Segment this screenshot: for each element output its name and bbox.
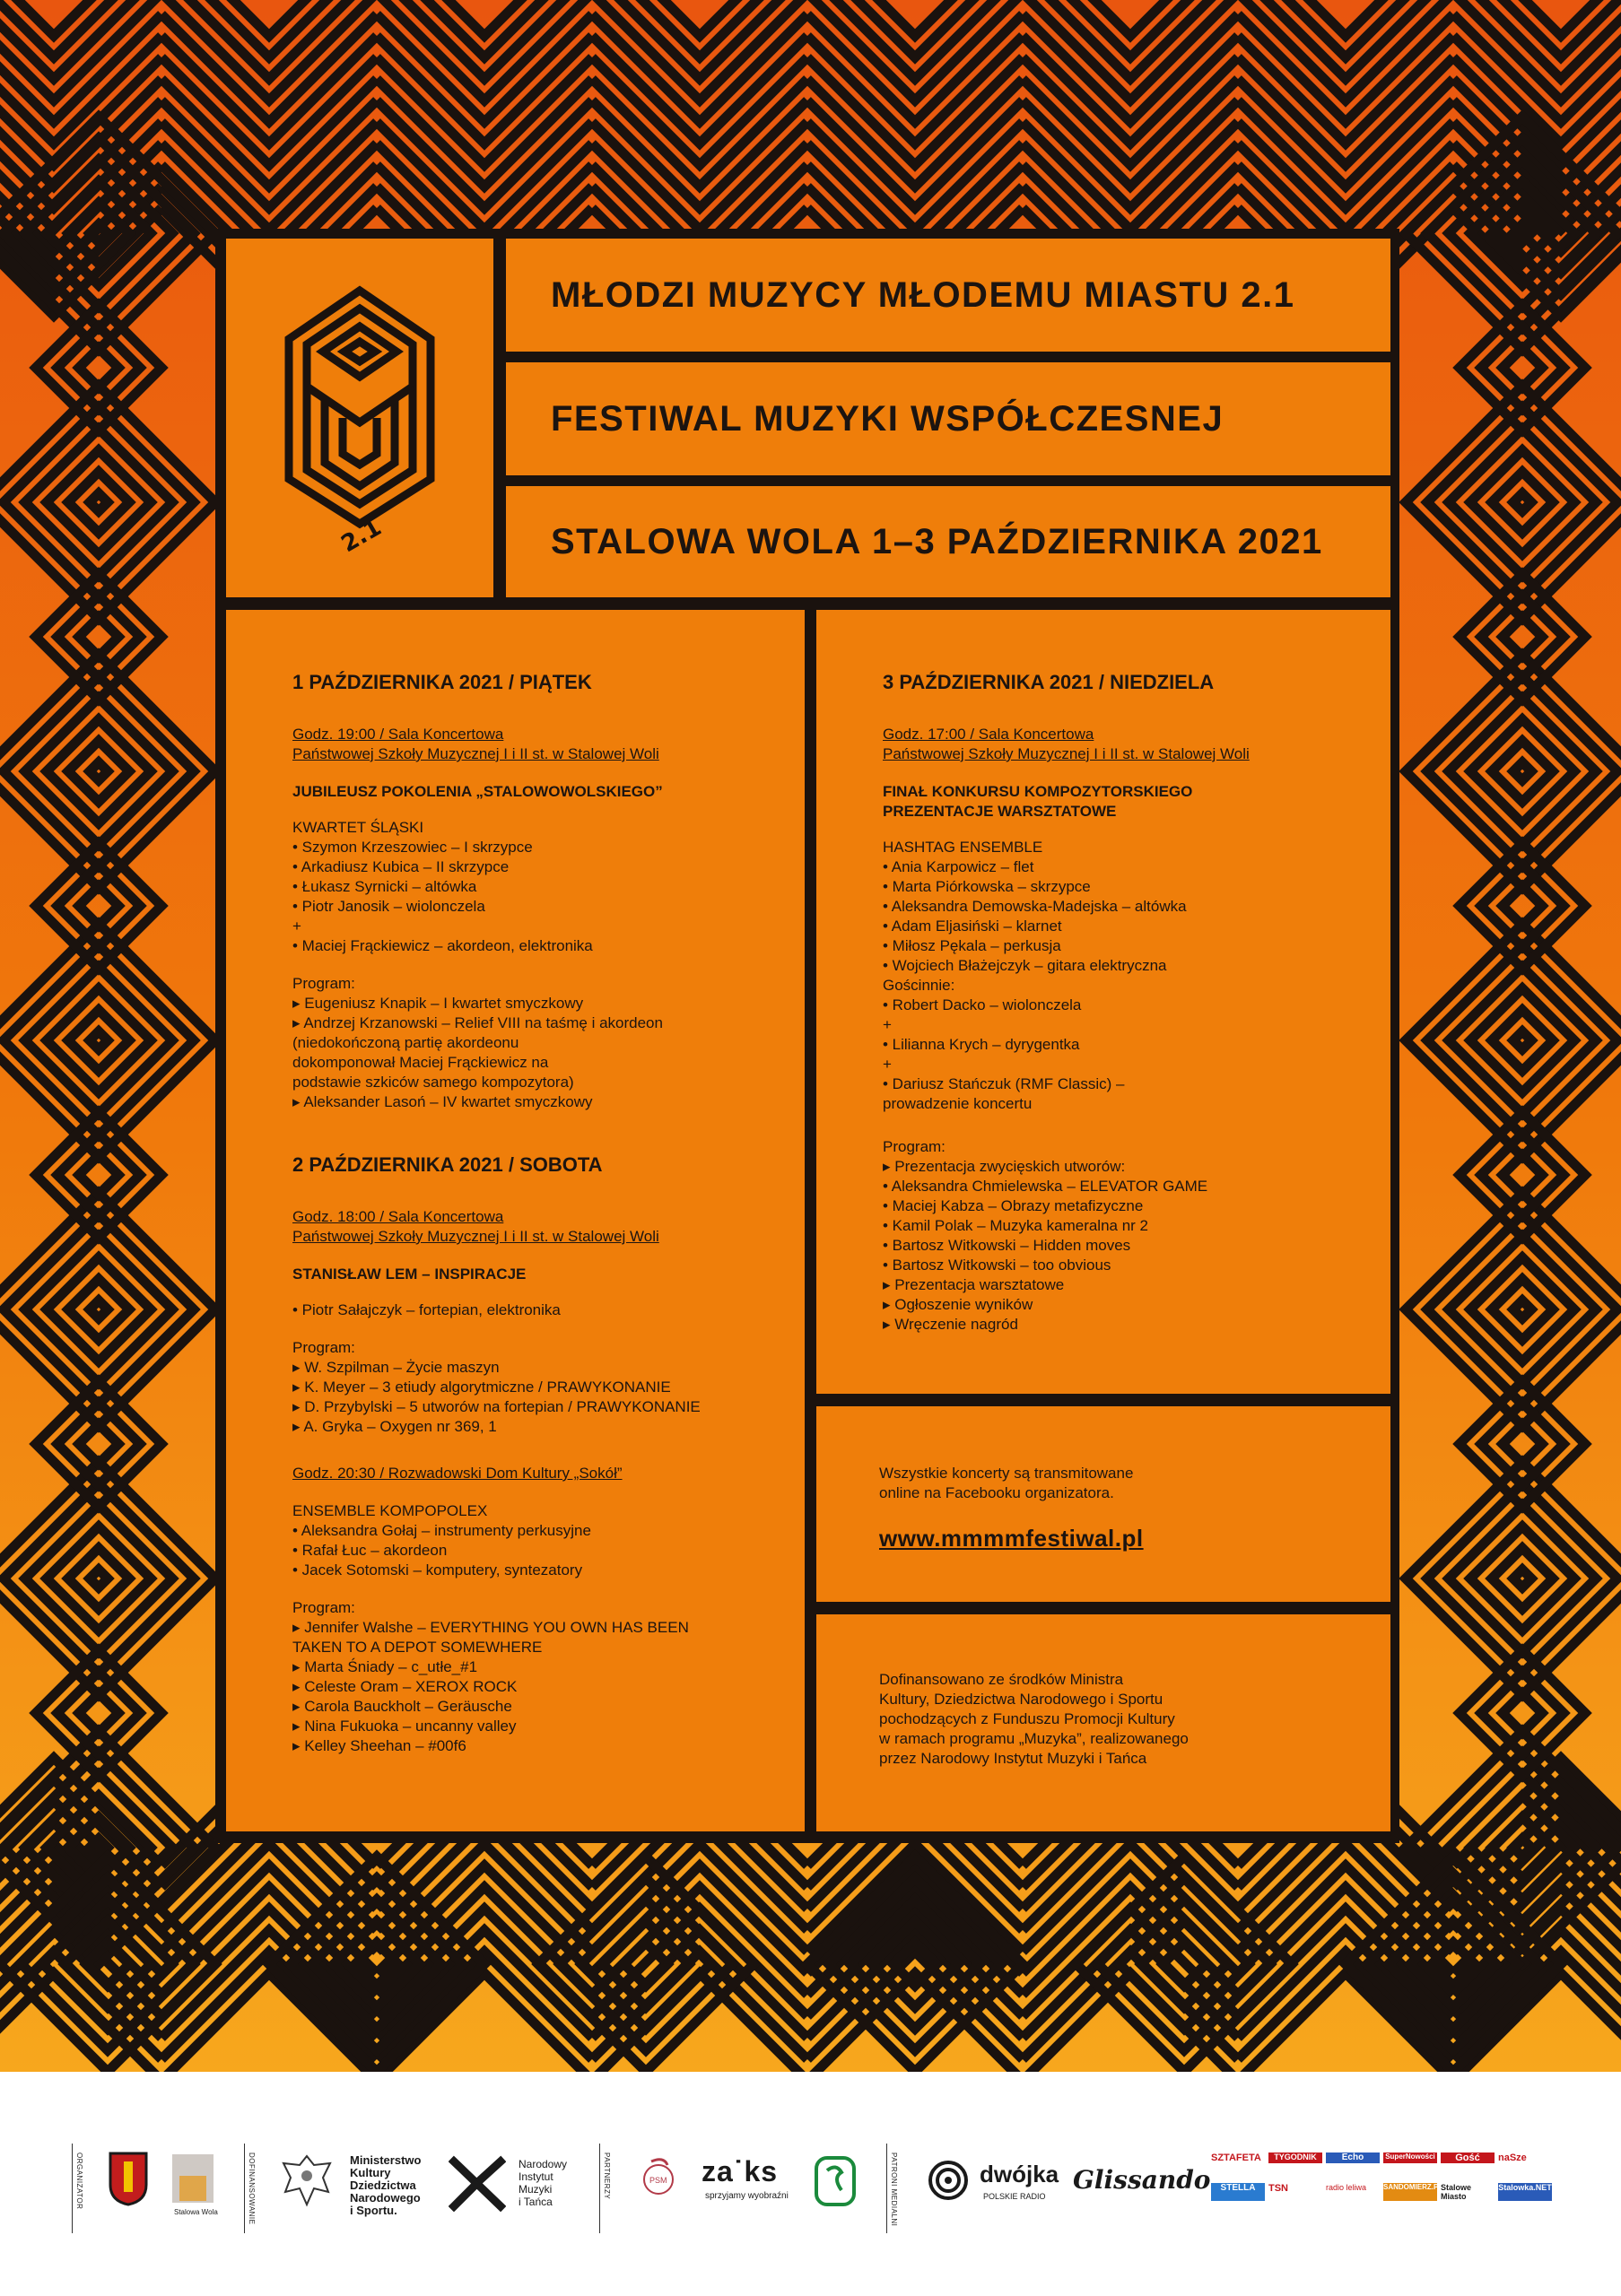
program-line: (niedokończoną partię akordeonu bbox=[292, 1034, 519, 1051]
program-line: ▸ D. Przybylski – 5 utworów na fortepian / PRAWYKONANIE bbox=[292, 1398, 701, 1415]
program-left-column bbox=[226, 610, 805, 1831]
ensemble-line: • Lilianna Krych – dyrygentka bbox=[883, 1036, 1080, 1053]
ensemble-line: • Arkadiusz Kubica – II skrzypce bbox=[292, 858, 510, 875]
ministry-line: Narodowego bbox=[350, 2191, 421, 2205]
program-line: Program: bbox=[292, 1339, 355, 1356]
media-logo: SZTAFETA bbox=[1211, 2152, 1261, 2163]
svg-text:2.1: 2.1 bbox=[336, 514, 387, 559]
dwojka-subtitle: POLSKIE RADIO bbox=[983, 2192, 1046, 2201]
media-logo: TYGODNIK bbox=[1268, 2152, 1322, 2163]
program-line: ▸ K. Meyer – 3 etiudy algorytmiczne / PRAWYKONANIE bbox=[292, 1378, 671, 1396]
ensemble-line: • Wojciech Błażejczyk – gitara elektryczna bbox=[883, 957, 1167, 974]
venue-line: Godz. 19:00 / Sala Koncertowa bbox=[292, 726, 504, 743]
program-line: ▸ Prezentacja zwycięskich utworów: bbox=[883, 1158, 1126, 1175]
program-line: ▸ Celeste Oram – XEROX ROCK bbox=[292, 1678, 518, 1695]
mmmm-2.1-logo-icon bbox=[226, 239, 493, 597]
program-right-column bbox=[816, 610, 1390, 1394]
day2-performer: • Piotr Sałajczyk – fortepian, elektronika bbox=[292, 1301, 561, 1318]
program-line: ▸ Andrzej Krzanowski – Relief VIII na taśmę i akordeon bbox=[292, 1014, 663, 1031]
psm-logo bbox=[637, 2154, 680, 2208]
day3-heading: 3 PAŹDZIERNIKA 2021 / NIEDZIELA bbox=[883, 671, 1215, 693]
ensemble-line: prowadzenie koncertu bbox=[883, 1095, 1033, 1112]
ensemble-line: ENSEMBLE KOMPOPOLEX bbox=[292, 1502, 488, 1519]
program-line: Program: bbox=[292, 1599, 355, 1616]
ensemble-line: • Marta Piórkowska – skrzypce bbox=[883, 878, 1091, 895]
psm-text: PSM bbox=[649, 2176, 667, 2185]
program-line: ▸ Ogłoszenie wyników bbox=[883, 1296, 1033, 1313]
school-logo-icon bbox=[815, 2156, 856, 2206]
nimit-logo-icon bbox=[449, 2154, 506, 2212]
day1-heading: 1 PAŹDZIERNIKA 2021 / PIĄTEK bbox=[292, 671, 592, 693]
ensemble-line: • Aleksandra Demowska-Madejska – altówka bbox=[883, 898, 1187, 915]
title-line: FINAŁ KONKURSU KOMPOZYTORSKIEGO bbox=[883, 783, 1193, 800]
media-logo: Gość bbox=[1441, 2152, 1495, 2163]
day2-program bbox=[292, 1338, 805, 1437]
media-logo: SuperNowości bbox=[1383, 2152, 1437, 2163]
program-line: • Kamil Polak – Muzyka kameralna nr 2 bbox=[883, 1217, 1149, 1234]
media-label: PATRONI MEDIALNI bbox=[890, 2152, 898, 2227]
funding-line: pochodzących z Funduszu Promocji Kultury bbox=[879, 1710, 1175, 1727]
program-line: dokomponował Maciej Frąckiewicz na bbox=[292, 1054, 549, 1071]
stream-line: online na Facebooku organizatora. bbox=[879, 1484, 1114, 1501]
ensemble-line: + bbox=[883, 1016, 892, 1033]
program-line: ▸ Prezentacja warsztatowe bbox=[883, 1276, 1065, 1293]
ministry-line: Ministerstwo bbox=[350, 2153, 422, 2167]
mdk-logo bbox=[172, 2154, 214, 2203]
ministry-line: Dziedzictwa bbox=[350, 2179, 416, 2192]
venue-line: Państwowej Szkoły Muzycznej I i II st. w Stalowej Woli bbox=[292, 745, 659, 762]
ministry-line: Kultury bbox=[350, 2166, 391, 2179]
mdk-caption: Stalowa Wola bbox=[174, 2208, 218, 2216]
day2-heading: 2 PAŹDZIERNIKA 2021 / SOBOTA bbox=[292, 1153, 603, 1176]
media-logo: TSN bbox=[1268, 2183, 1288, 2194]
media-logo: SANDOMIERZ.PL bbox=[1383, 2183, 1437, 2201]
organizer-label: ORGANIZATOR bbox=[75, 2152, 83, 2210]
title-line: PREZENTACJE WARSZTATOWE bbox=[883, 803, 1117, 820]
ensemble-line: • Maciej Frąckiewicz – akordeon, elektronika bbox=[292, 937, 593, 954]
program-line: • Aleksandra Chmielewska – ELEVATOR GAME bbox=[883, 1178, 1208, 1195]
funding-line: przez Narodowy Instytut Muzyki i Tańca bbox=[879, 1750, 1147, 1767]
ensemble-line: + bbox=[292, 918, 301, 935]
polskie-radio-icon bbox=[928, 2160, 969, 2201]
festival-dates: STALOWA WOLA 1–3 PAŹDZIERNIKA 2021 bbox=[506, 486, 1390, 597]
ensemble-line: HASHTAG ENSEMBLE bbox=[883, 839, 1043, 856]
funding-line: Kultury, Dziedzictwa Narodowego i Sportu bbox=[879, 1691, 1163, 1708]
venue-line: Państwowej Szkoły Muzycznej I i II st. w Stalowej Woli bbox=[883, 745, 1250, 762]
media-logo: Echo bbox=[1326, 2152, 1380, 2163]
program-line: ▸ Marta Śniady – c_utłe_#1 bbox=[292, 1658, 478, 1675]
ensemble-line: • Adam Eljasiński – klarnet bbox=[883, 918, 1062, 935]
ensemble-line: • Jacek Sotomski – komputery, syntezatory bbox=[292, 1561, 583, 1578]
stalowa-wola-crest-icon bbox=[108, 2151, 149, 2206]
nimit-line: Instytut bbox=[519, 2170, 553, 2183]
media-patrons-grid bbox=[1211, 2152, 1552, 2201]
day2-program2 bbox=[292, 1598, 805, 1756]
ensemble-line: • Rafał Łuc – akordeon bbox=[292, 1542, 448, 1559]
zaiks-logo: za˙ks bbox=[702, 2155, 779, 2187]
program-line: ▸ Jennifer Walshe – EVERYTHING YOU OWN HAS BEEN bbox=[292, 1619, 689, 1636]
program-line: TAKEN TO A DEPOT SOMEWHERE bbox=[292, 1639, 543, 1656]
ensemble-line: • Piotr Janosik – wiolonczela bbox=[292, 898, 485, 915]
ensemble-line: • Miłosz Pękala – perkusja bbox=[883, 937, 1061, 954]
media-logo: naSze bbox=[1498, 2152, 1527, 2163]
program-line: ▸ Carola Bauckholt – Geräusche bbox=[292, 1698, 512, 1715]
partners-label: PARTNERZY bbox=[603, 2152, 611, 2200]
media-logo: STELLA bbox=[1211, 2183, 1265, 2201]
program-line: • Bartosz Witkowski – too obvious bbox=[883, 1257, 1111, 1274]
day2-ensemble bbox=[292, 1501, 805, 1580]
logo-panel bbox=[226, 239, 493, 597]
funding-info-panel bbox=[816, 1614, 1390, 1831]
program-line: ▸ Aleksander Lasoń – IV kwartet smyczkowy bbox=[292, 1093, 593, 1110]
festival-url-link[interactable]: www.mmmmfestiwal.pl bbox=[879, 1525, 1144, 1552]
nimit-line: Muzyki bbox=[519, 2183, 553, 2196]
zaiks-tagline: sprzyjamy wyobraźni bbox=[705, 2191, 789, 2201]
polish-eagle-icon bbox=[278, 2151, 336, 2210]
media-logo: Stalowe Miasto bbox=[1441, 2183, 1472, 2201]
program-line: Program: bbox=[292, 975, 355, 992]
day2-venue bbox=[292, 1207, 805, 1247]
stream-line: Wszystkie koncerty są transmitowane bbox=[879, 1465, 1134, 1482]
funding-line: w ramach programu „Muzyka”, realizowanego bbox=[879, 1730, 1189, 1747]
venue-line: Godz. 18:00 / Sala Koncertowa bbox=[292, 1208, 504, 1225]
program-line: • Maciej Kabza – Obrazy metafizyczne bbox=[883, 1197, 1144, 1214]
dwojka-logo: dwójka bbox=[980, 2161, 1059, 2187]
ministry-logo-text bbox=[350, 2154, 421, 2217]
day1-venue bbox=[292, 725, 805, 764]
funding-line: Dofinansowano ze środków Ministra bbox=[879, 1671, 1124, 1688]
day3-ensemble bbox=[883, 838, 1390, 1114]
day3-venue bbox=[883, 725, 1390, 764]
media-logo: radio leliwa bbox=[1326, 2183, 1367, 2192]
nimit-line: i Tańca bbox=[519, 2196, 553, 2208]
ensemble-line: • Ania Karpowicz – flet bbox=[883, 858, 1034, 875]
day2-title: STANISŁAW LEM – INSPIRACJE bbox=[292, 1265, 527, 1283]
program-line: ▸ Wręczenie nagród bbox=[883, 1316, 1018, 1333]
day2-venue2: Godz. 20:30 / Rozwadowski Dom Kultury „Sokół” bbox=[292, 1465, 623, 1482]
program-line: ▸ Kelley Sheehan – #00f6 bbox=[292, 1737, 466, 1754]
ensemble-line: • Łukasz Syrnicki – altówka bbox=[292, 878, 477, 895]
program-line: • Bartosz Witkowski – Hidden moves bbox=[883, 1237, 1131, 1254]
ensemble-line: Gościnnie: bbox=[883, 977, 955, 994]
program-line: Program: bbox=[883, 1138, 946, 1155]
festival-subtitle: FESTIWAL MUZYKI WSPÓŁCZESNEJ bbox=[506, 362, 1390, 475]
venue-line: Godz. 17:00 / Sala Koncertowa bbox=[883, 726, 1094, 743]
day1-program bbox=[292, 974, 805, 1112]
program-line: ▸ Nina Fukuoka – uncanny valley bbox=[292, 1718, 517, 1735]
ensemble-line: • Szymon Krzeszowiec – I skrzypce bbox=[292, 839, 533, 856]
media-logo: Stalowka.NET bbox=[1498, 2183, 1552, 2201]
ensemble-line: + bbox=[883, 1056, 892, 1073]
day1-title: JUBILEUSZ POKOLENIA „STALOWOWOLSKIEGO” bbox=[292, 783, 663, 800]
program-line: podstawie szkiców samego kompozytora) bbox=[292, 1074, 574, 1091]
venue-line: Państwowej Szkoły Muzycznej I i II st. w Stalowej Woli bbox=[292, 1228, 659, 1245]
day3-title bbox=[883, 782, 1390, 822]
nimit-logo-text bbox=[519, 2158, 567, 2208]
festival-title: MŁODZI MUZYCY MŁODEMU MIASTU 2.1 bbox=[506, 239, 1390, 352]
ensemble-line: KWARTET ŚLĄSKI bbox=[292, 819, 424, 836]
nimit-line: Narodowy bbox=[519, 2158, 568, 2170]
ensemble-line: • Robert Dacko – wiolonczela bbox=[883, 996, 1082, 1013]
sponsors-footer bbox=[0, 2072, 1621, 2296]
program-line: ▸ A. Gryka – Oxygen nr 369, 1 bbox=[292, 1418, 497, 1435]
program-line: ▸ W. Szpilman – Życie maszyn bbox=[292, 1359, 500, 1376]
ministry-line: i Sportu. bbox=[350, 2204, 397, 2217]
day1-ensemble bbox=[292, 818, 805, 956]
program-line: ▸ Eugeniusz Knapik – I kwartet smyczkowy bbox=[292, 995, 584, 1012]
day3-program bbox=[883, 1137, 1390, 1335]
cofunding-label: DOFINANSOWANIE bbox=[248, 2152, 256, 2225]
glissando-logo: Glissando bbox=[1073, 2165, 1211, 2195]
ensemble-line: • Dariusz Stańczuk (RMF Classic) – bbox=[883, 1075, 1125, 1092]
ensemble-line: • Aleksandra Gołaj – instrumenty perkusyjne bbox=[292, 1522, 591, 1539]
stream-info-panel bbox=[816, 1406, 1390, 1602]
